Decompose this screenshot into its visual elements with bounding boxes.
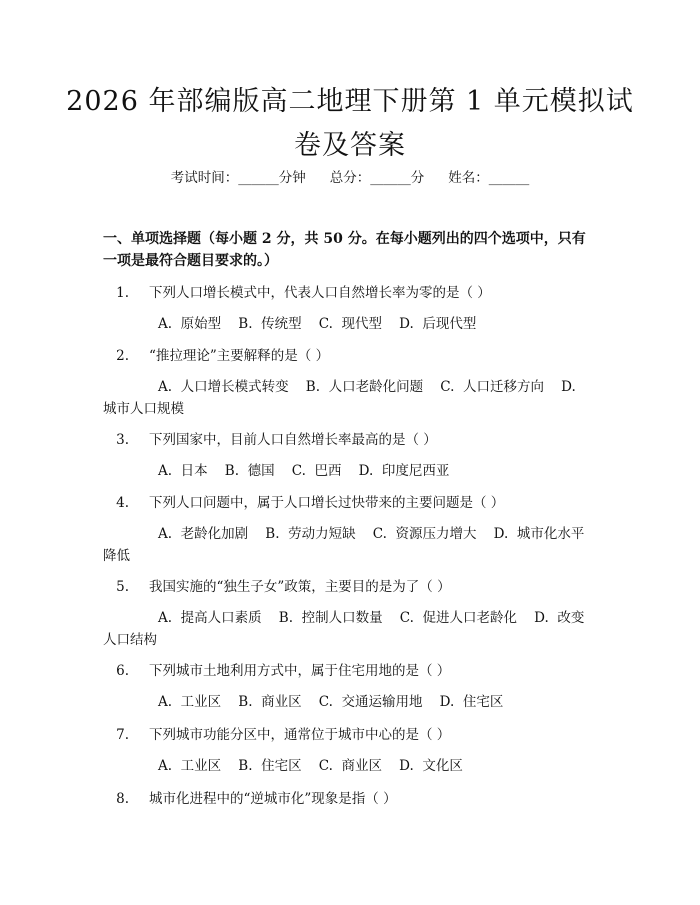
question-text: “推拉理论”主要解释的是（ ） (149, 348, 330, 364)
question-number: 5. (116, 579, 129, 595)
options-text: A. 原始型 B. 传统型 C. 现代型 D. 后现代型 (158, 316, 477, 332)
question-number: 3. (116, 432, 129, 448)
question-text: 城市化进程中的“逆城市化”现象是指（ ） (149, 791, 397, 807)
options-text: A. 人口增长模式转变 B. 人口老龄化问题 C. 人口迁移方向 D. 城市人口规模 (103, 379, 585, 417)
question-5 (103, 576, 595, 598)
question-number: 4. (116, 495, 129, 511)
question-text: 下列人口问题中，属于人口增长过快带来的主要问题是（ ） (149, 495, 505, 511)
question-1-options (103, 313, 595, 335)
options-text: A. 老龄化加剧 B. 劳动力短缺 C. 资源压力增大 D. 城市化水平降低 (103, 526, 585, 564)
question-4-options (103, 523, 595, 567)
options-text: A. 日本 B. 德国 C. 巴西 D. 印度尼西亚 (158, 463, 450, 479)
question-3 (103, 429, 595, 451)
question-text: 下列城市土地利用方式中，属于住宅用地的是（ ） (149, 663, 451, 679)
question-7 (103, 724, 595, 746)
exam-title (60, 80, 640, 168)
question-2 (103, 345, 595, 367)
question-text: 下列国家中，目前人口自然增长率最高的是（ ） (149, 432, 437, 448)
question-number: 2. (116, 348, 129, 364)
question-5-options (103, 607, 595, 651)
exam-meta (0, 168, 700, 188)
section-heading: 一、单项选择题（每小题 2 分，共 50 分。在每小题列出的四个选项中，只有一项是最符合题目要求的。） (103, 231, 586, 269)
question-1 (103, 282, 595, 304)
exam-time-field: 考试时间：______分钟 (170, 170, 306, 186)
options-text: A. 提高人口素质 B. 控制人口数量 C. 促进人口老龄化 D. 改变人口结构 (103, 610, 585, 648)
name-field: 姓名：______ (448, 170, 530, 186)
total-score-field: 总分：______分 (329, 170, 425, 186)
question-number: 6. (116, 663, 129, 679)
question-7-options (103, 755, 595, 777)
exam-title-line-1: 2026 年部编版高二地理下册第 1 单元模拟试 (66, 86, 634, 117)
question-3-options (103, 460, 595, 482)
options-text: A. 工业区 B. 商业区 C. 交通运输用地 D. 住宅区 (158, 694, 504, 710)
question-text: 我国实施的“独生子女”政策，主要目的是为了（ ） (149, 579, 451, 595)
question-6 (103, 660, 595, 682)
question-number: 7. (116, 727, 129, 743)
question-6-options (103, 691, 595, 713)
question-text: 下列城市功能分区中，通常位于城市中心的是（ ） (149, 727, 451, 743)
question-4 (103, 492, 595, 514)
question-number: 8. (116, 791, 129, 807)
options-text: A. 工业区 B. 住宅区 C. 商业区 D. 文化区 (158, 758, 463, 774)
question-number: 1. (116, 285, 129, 301)
question-text: 下列人口增长模式中，代表人口自然增长率为零的是（ ） (149, 285, 491, 301)
question-2-options (103, 376, 595, 420)
exam-title-line-2: 卷及答案 (294, 130, 406, 161)
question-8 (103, 788, 595, 810)
